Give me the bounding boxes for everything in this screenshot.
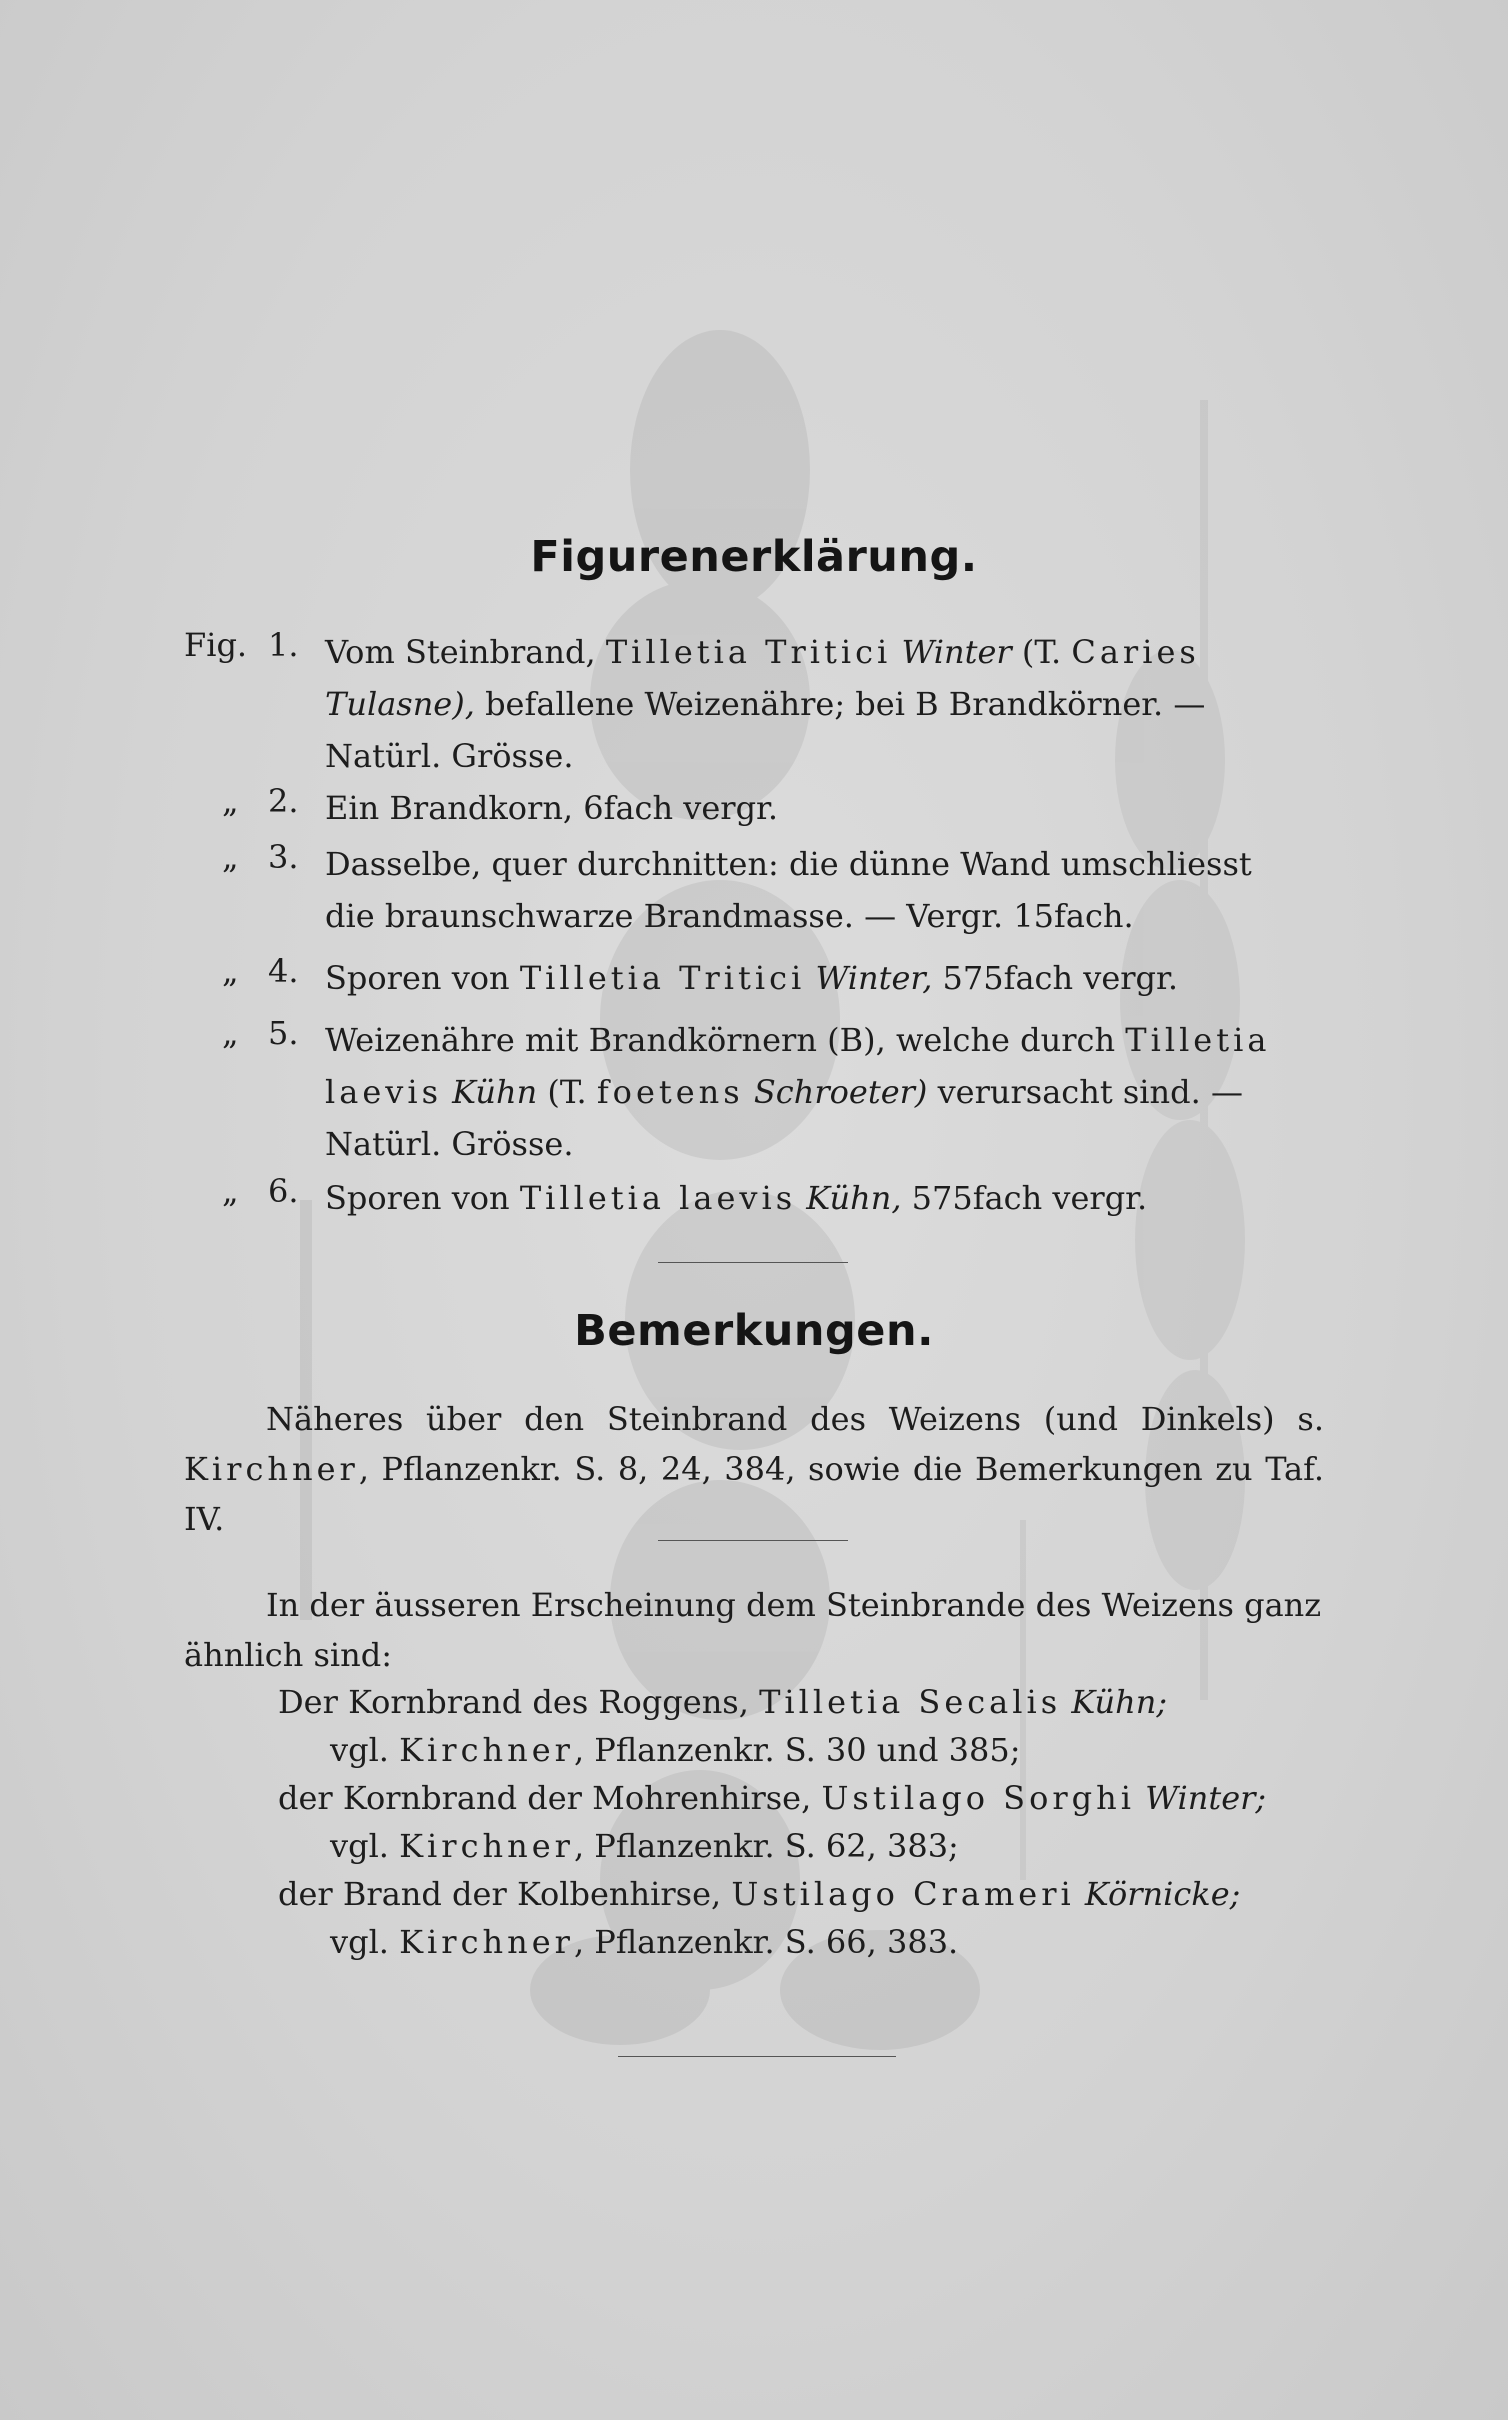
entry-text: der Kornbrand der Mohrenhirse, (278, 1779, 822, 1817)
caption-line: Ein Brandkorn, 6fach vergr. (325, 789, 778, 827)
species-name: laevis (325, 1073, 442, 1111)
author-name: Kühn (441, 1073, 538, 1111)
entry-text: , Pflanzenkr. S. 66, 383. (573, 1923, 959, 1961)
figure-caption (325, 952, 1325, 1004)
caption-text: 575fach vergr. (901, 1179, 1148, 1217)
figure-number: 2. (268, 782, 299, 820)
paragraph-text: , Pflanzenkr. S. 8, 24, 384, sowie die Bemerkungen zu Taf. IV. (184, 1450, 1324, 1538)
author-name: Schroeter) (743, 1073, 928, 1111)
caption-line: Natürl. Grösse. (325, 1125, 574, 1163)
caption-line (325, 1014, 1325, 1066)
figure-label: „ (222, 1172, 239, 1210)
species-name: foetens (596, 1073, 744, 1111)
entry-text: , Pflanzenkr. S. 62, 383; (573, 1827, 959, 1865)
figure-number: 6. (268, 1172, 299, 1210)
section-divider (658, 1262, 848, 1263)
entry-line (278, 1726, 1328, 1774)
entry-line (278, 1918, 1328, 1966)
remarks-heading: Bemerkungen. (574, 1306, 934, 1356)
author-name: Kirchner (399, 1827, 574, 1865)
entry-line (278, 1870, 1328, 1918)
entry-text: Der Kornbrand des Roggens, (278, 1683, 760, 1721)
species-name: Tilletia laevis (519, 1179, 797, 1217)
caption-text: Sporen von (325, 959, 520, 997)
entry-line (278, 1822, 1328, 1870)
caption-text: (T. (537, 1073, 597, 1111)
species-name: Tilletia (1125, 1021, 1271, 1059)
figure-number: 5. (268, 1014, 299, 1052)
figure-label: „ (222, 838, 239, 876)
remarks-paragraph (184, 1394, 1324, 1544)
species-name: Caries (1071, 633, 1200, 671)
author-name: Körnicke; (1074, 1875, 1241, 1913)
caption-line (325, 678, 1325, 730)
species-name: Tilletia Tritici (519, 959, 806, 997)
figure-label: „ (222, 1014, 239, 1052)
caption-line (325, 952, 1325, 1004)
similar-disease-entry (278, 1870, 1328, 1966)
figure-caption (325, 1014, 1325, 1170)
end-divider (618, 2056, 896, 2057)
caption-text: Sporen von (325, 1179, 520, 1217)
entry-line (278, 1774, 1328, 1822)
similar-disease-entry (278, 1774, 1328, 1870)
author-name: Kirchner (399, 1731, 574, 1769)
caption-text: Vom Steinbrand, (325, 633, 606, 671)
figure-label: „ (222, 952, 239, 990)
author-name: Winter, (805, 959, 933, 997)
caption-line (325, 1172, 1325, 1224)
author-name: Kühn, (796, 1179, 902, 1217)
species-name: Ustilago Crameri (731, 1875, 1075, 1913)
figure-label: Fig. (184, 626, 248, 664)
author-name: Winter; (1134, 1779, 1267, 1817)
entry-text: vgl. (330, 1731, 400, 1769)
figure-number: 4. (268, 952, 299, 990)
figure-label: „ (222, 782, 239, 820)
caption-text: 575fach vergr. (932, 959, 1178, 997)
caption-line: die braunschwarze Brandmasse. — Vergr. 15fach. (325, 897, 1134, 935)
paragraph-text: Näheres über den Steinbrand des Weizens (und Dinkels) s. (266, 1400, 1324, 1438)
figure-caption (325, 838, 1325, 942)
figure-number: 3. (268, 838, 299, 876)
entry-text: vgl. (330, 1827, 400, 1865)
entry-text: der Brand der Kolbenhirse, (278, 1875, 732, 1913)
author-name: Tulasne), (325, 685, 475, 723)
entry-text: , Pflanzenkr. S. 30 und 385; (573, 1731, 1021, 1769)
species-name: Tilletia Tritici (605, 633, 892, 671)
figure-caption (325, 1172, 1325, 1224)
caption-line: Natürl. Grösse. (325, 737, 574, 775)
author-name: Winter (891, 633, 1012, 671)
similar-disease-entry (278, 1678, 1328, 1774)
section-divider (658, 1540, 848, 1541)
species-name: Tilletia Secalis (759, 1683, 1062, 1721)
figure-caption (325, 626, 1325, 782)
figure-caption (325, 782, 1325, 834)
author-name: Kühn; (1061, 1683, 1168, 1721)
caption-line (325, 1066, 1325, 1118)
species-name: Ustilago Sorghi (821, 1779, 1135, 1817)
author-name: Kirchner (184, 1450, 359, 1488)
caption-text: (T. (1011, 633, 1072, 671)
similar-diseases-intro: In der äusseren Erscheinung dem Steinbrande des Weizens ganz ähnlich sind: (184, 1586, 1322, 1674)
entry-text: vgl. (330, 1923, 400, 1961)
author-name: Kirchner (399, 1923, 574, 1961)
figures-heading: Figurenerklärung. (530, 532, 978, 582)
caption-text: Weizenähre mit Brandkörnern (B), welche durch (325, 1021, 1126, 1059)
figure-number: 1. (268, 626, 299, 664)
caption-text: befallene Weizenähre; bei B Brandkörner. — (474, 685, 1206, 723)
caption-text: verursacht sind. — (927, 1073, 1243, 1111)
caption-line (325, 626, 1325, 678)
caption-line: Dasselbe, quer durchnitten: die dünne Wand umschliesst (325, 845, 1252, 883)
entry-line (278, 1678, 1328, 1726)
